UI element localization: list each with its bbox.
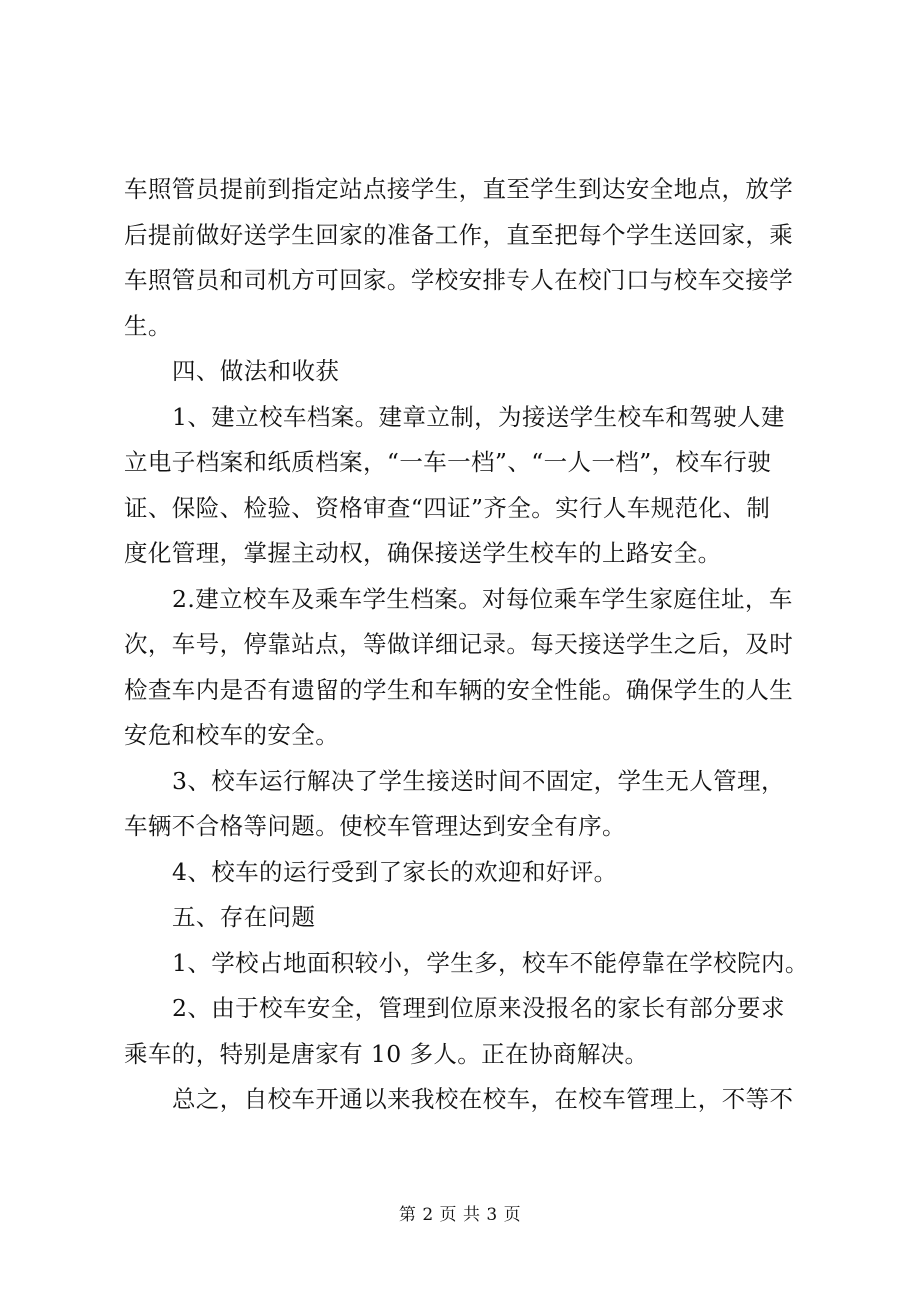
text-line: 总之，自校车开通以来我校在校车，在校车管理上，不等不 [172,1085,794,1113]
text-line: 立电子档案和纸质档案，“一车一档”、“一人一档”，校车行驶 [124,448,772,476]
text-line: 生。 [124,311,172,340]
text-line: 2.建立校车及乘车学生档案。对每位乘车学生家庭住址，车 [172,584,793,613]
text-line: 3、校车运行解决了学生接送时间不固定，学生无人管理， [172,766,785,795]
text-line: 车照管员和司机方可回家。学校安排专人在校门口与校车交接学 [124,266,794,294]
text-line: 检查车内是否有遗留的学生和车辆的安全性能。确保学生的人生 [124,675,794,704]
text-line: 乘车的，特别是唐家有 10 多人。正在协商解决。 [124,1039,649,1068]
text-line: 次，车号，停靠站点，等做详细记录。每天接送学生之后，及时 [124,630,794,658]
text-line: 度化管理，掌握主动权，确保接送学生校车的上路安全。 [124,539,722,567]
page-footer: 第 2 页 共 3 页 [398,1205,522,1225]
text-line: 车照管员提前到指定站点接学生，直至学生到达安全地点，放学 [124,175,794,203]
text-line: 4、校车的运行受到了家长的欢迎和好评。 [172,857,618,886]
text-line: 1、学校占地面积较小，学生多，校车不能停靠在学校院内。 [172,948,809,977]
text-line: 四、做法和收获 [172,357,340,385]
text-line: 五、存在问题 [172,903,316,931]
text-line: 1、建立校车档案。建章立制，为接送学生校车和驾驶人建 [172,402,785,431]
text-line: 车辆不合格等问题。使校车管理达到安全有序。 [124,812,626,840]
document-body [124,167,814,1123]
text-line: 2、由于校车安全，管理到位原来没报名的家长有部分要求 [172,994,785,1022]
text-line: 证、保险、检验、资格审查“四证”齐全。实行人车规范化、制 [124,493,771,522]
text-line: 安危和校车的安全。 [124,721,340,749]
text-line: 后提前做好送学生回家的准备工作，直至把每个学生送回家，乘 [124,220,794,249]
